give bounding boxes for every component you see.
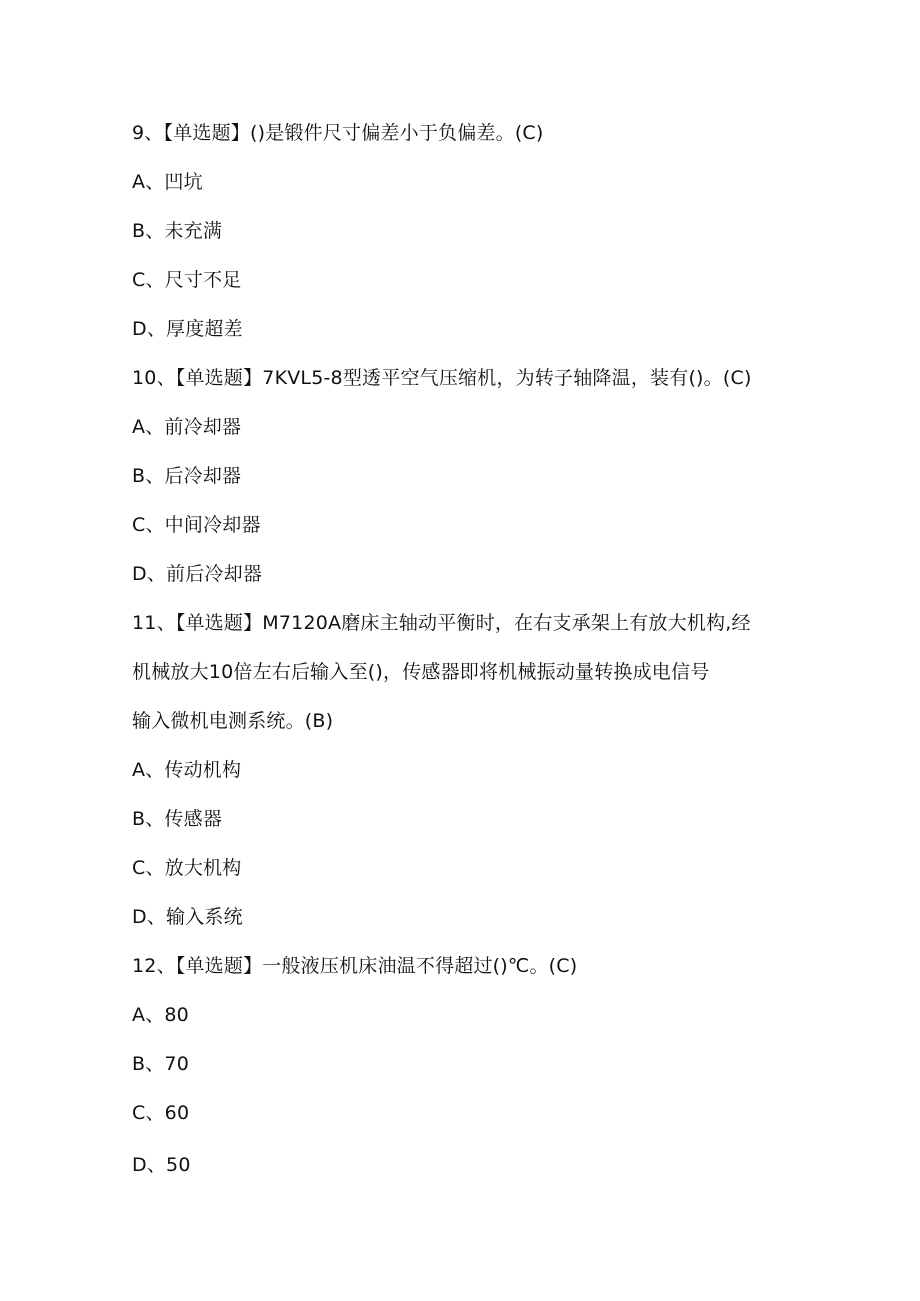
question-10-option-d: D、前后冷却器 <box>132 563 263 585</box>
question-11-stem-line-3: 输入微机电测系统。(B) <box>132 710 334 732</box>
question-9-option-c: C、尺寸不足 <box>132 269 242 291</box>
question-11-stem-line-2: 机械放大10倍左右后输入至()，传感器即将机械振动量转换成电信号 <box>132 661 710 683</box>
question-10-stem: 10、【单选题】7KVL5-8型透平空气压缩机，为转子轴降温，装有()。(C) <box>132 367 752 389</box>
question-9-option-a: A、凹坑 <box>132 171 203 193</box>
question-11-option-c: C、放大机构 <box>132 857 242 879</box>
question-12-option-b: B、70 <box>132 1053 190 1075</box>
question-10-option-a: A、前冷却器 <box>132 416 242 438</box>
question-10-option-c: C、中间冷却器 <box>132 514 261 536</box>
question-9-stem: 9、【单选题】()是锻件尺寸偏差小于负偏差。(C) <box>132 122 544 144</box>
question-11-stem-line-1: 11、【单选题】M7120A磨床主轴动平衡时，在右支承架上有放大机构,经 <box>132 612 751 634</box>
question-11-option-d: D、输入系统 <box>132 906 243 928</box>
question-11-option-b: B、传感器 <box>132 808 223 830</box>
question-9-option-d: D、厚度超差 <box>132 318 243 340</box>
question-9-option-b: B、未充满 <box>132 220 223 242</box>
question-11-option-a: A、传动机构 <box>132 759 242 781</box>
question-10-option-b: B、后冷却器 <box>132 465 242 487</box>
question-12-option-c: C、60 <box>132 1102 190 1124</box>
question-12-stem: 12、【单选题】一般液压机床油温不得超过()℃。(C) <box>132 955 578 977</box>
question-12-option-d: D、50 <box>132 1154 191 1176</box>
question-12-option-a: A、80 <box>132 1004 189 1026</box>
